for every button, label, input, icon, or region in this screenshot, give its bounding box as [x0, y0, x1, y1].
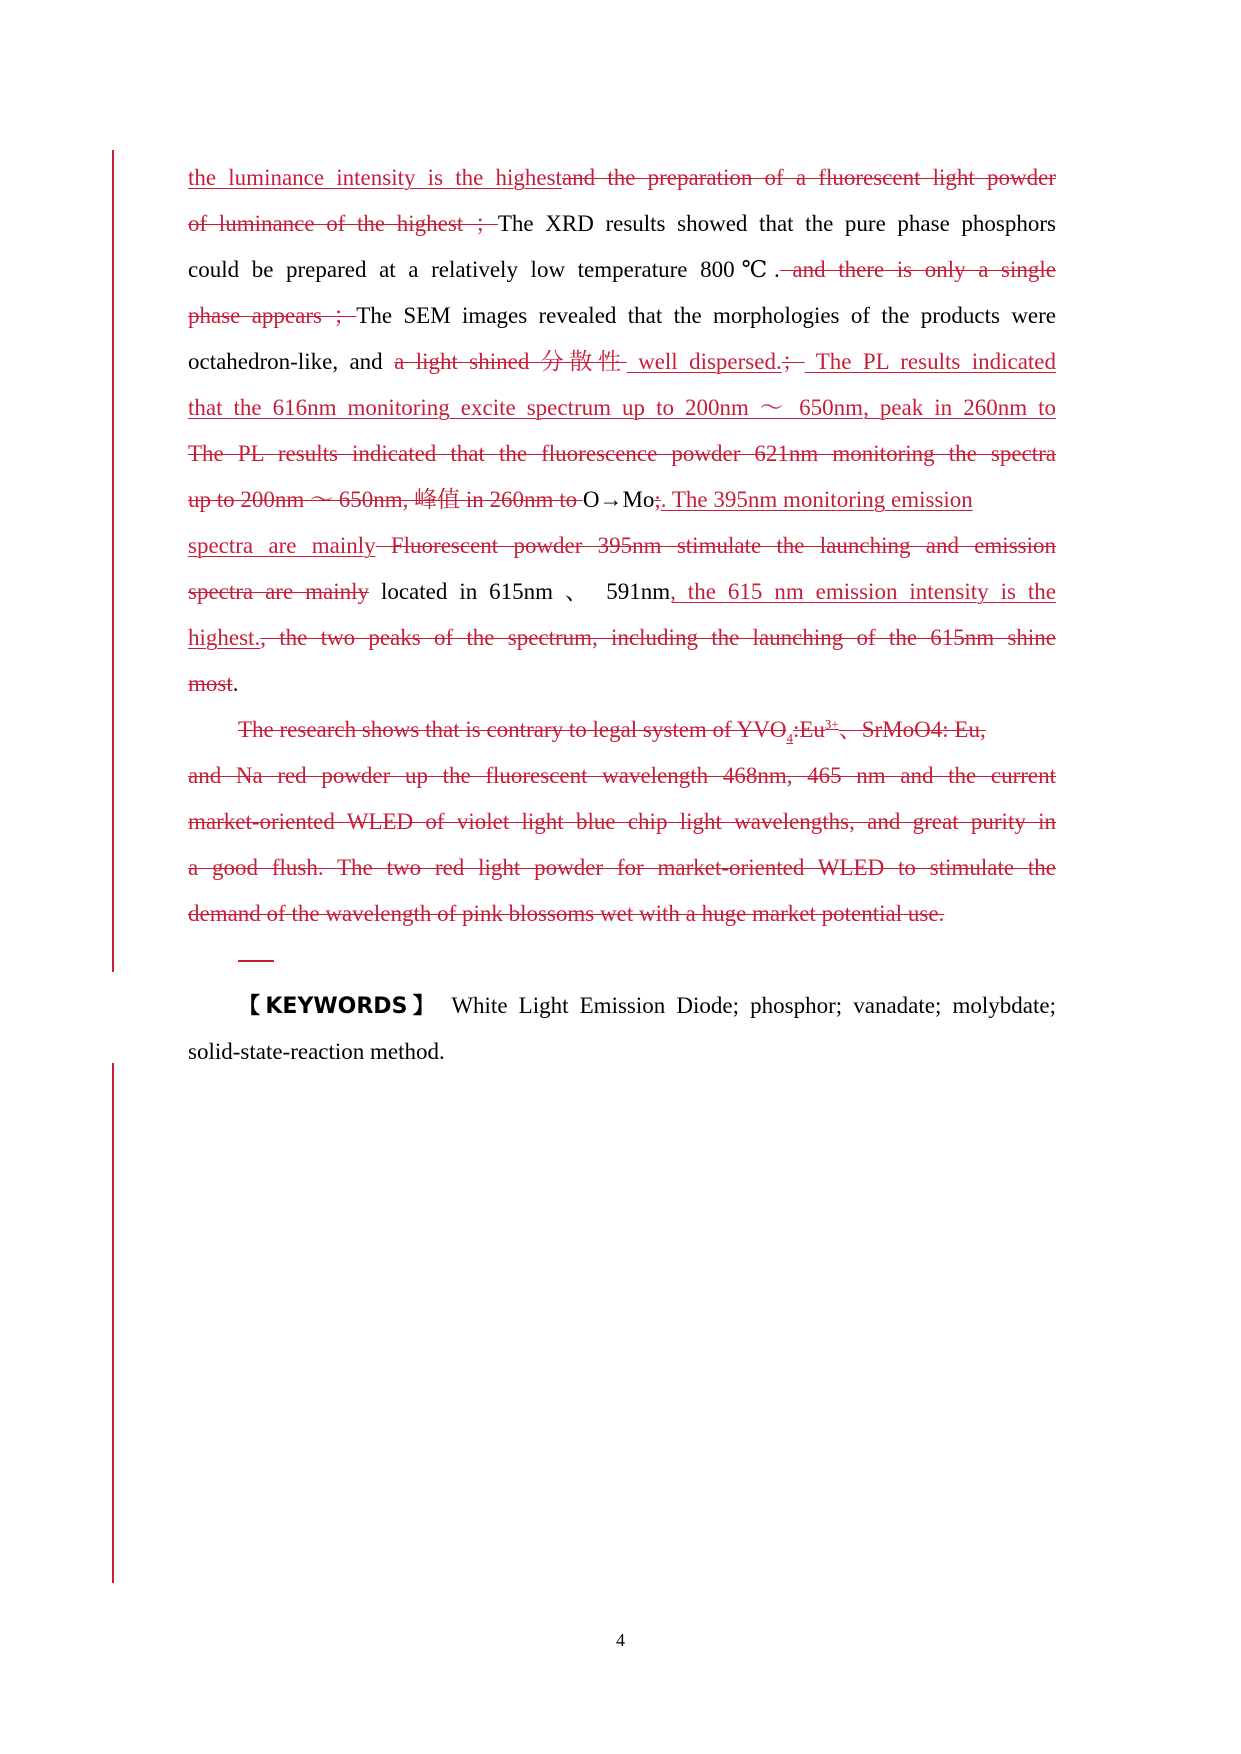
text-line [188, 799, 1056, 845]
page-number: 4 [616, 1630, 625, 1650]
text-line [188, 431, 1056, 477]
deleted-text: and Na red powder up the fluorescent wavelength 468nm, 465 nm and the current [188, 763, 1056, 788]
inserted-text: that the 616nm monitoring excite spectrum up to 200nm ～ 650nm, peak in 260nm to [188, 395, 1056, 420]
revision-deleted-mark [238, 960, 274, 962]
inserted-text: spectra are mainly [188, 533, 376, 558]
text-line [188, 845, 1056, 891]
deleted-text: ; [654, 487, 661, 512]
text-line [238, 983, 1056, 1029]
deleted-text: and the preparation of a fluorescent light powder [561, 165, 1056, 190]
deleted-text: The research shows that is contrary to legal system of $YVO_4:Eu^{3+}$、SrMoO4: Eu, [238, 716, 986, 746]
text-line [188, 155, 1056, 201]
text-line [188, 569, 1056, 615]
deleted-text: Fluorescent powder 395nm stimulate the launching and emission [375, 533, 1056, 558]
deleted-text: demand of the wavelength of pink blossoms wet with a huge market potential use. [188, 901, 945, 926]
text-line [188, 615, 1056, 661]
text-line [188, 891, 944, 937]
keywords-text: solid-state-reaction method. [188, 1039, 445, 1064]
inserted-text: The PL results indicated [804, 349, 1057, 374]
text-line [188, 753, 1056, 799]
text-line [238, 707, 986, 753]
deleted-text: a light shined 分散性 [394, 349, 627, 374]
text-line [188, 477, 973, 523]
deleted-text: market-oriented WLED of violet light blue chip light wavelengths, and great purity in [188, 809, 1056, 834]
revision-change-bar [112, 1063, 114, 1583]
deleted-text: a good flush. The two red light powder for market-oriented WLED to stimulate the [188, 855, 1056, 880]
revision-change-bar [112, 150, 114, 972]
deleted-text: spectra are mainly [188, 579, 369, 604]
inserted-text: highest. [188, 625, 261, 650]
text-line [188, 247, 1056, 293]
body-text: The XRD results showed that the pure phase phosphors [497, 211, 1056, 236]
deleted-text: up to 200nm ～ 650nm, 峰值 in 260nm to [188, 487, 583, 512]
keywords-label: 【KEYWORDS】 [238, 994, 441, 1019]
deleted-text: and there is only a single [779, 257, 1056, 282]
text-line [188, 661, 238, 707]
text-line [188, 339, 1056, 385]
deleted-text: The PL results indicated that the fluorescence powder 621nm monitoring the spectra [188, 441, 1056, 466]
body-text: . [232, 671, 239, 696]
body-text: The SEM images revealed that the morphologies of the products were [356, 303, 1057, 328]
deleted-text: phase appears ； [188, 303, 357, 328]
inserted-text: . The 395nm monitoring emission [660, 487, 973, 512]
deleted-text: , the two peaks of the spectrum, including the launching of the 615nm shine [260, 625, 1056, 650]
body-text: octahedron-like, and [188, 349, 395, 374]
text-line [188, 385, 1056, 431]
deleted-text: of luminance of the highest ； [188, 211, 498, 236]
text-line [188, 293, 1056, 339]
body-text: could be prepared at a relatively low temperature 800℃. [188, 257, 780, 282]
text-line [188, 201, 1056, 247]
deleted-text: ； [781, 349, 805, 374]
body-text: O→Mo [582, 487, 655, 512]
body-text: located in 615nm 、 591nm [369, 579, 671, 604]
text-line [188, 523, 1056, 569]
deleted-text: most [188, 671, 233, 696]
inserted-text: , the 615 nm emission intensity is the [670, 579, 1056, 604]
inserted-text: well dispersed. [626, 349, 782, 374]
inserted-text: the luminance intensity is the highest [188, 165, 562, 190]
text-line [188, 1029, 445, 1075]
keywords-text: White Light Emission Diode; phosphor; vanadate; molybdate; [440, 993, 1056, 1018]
